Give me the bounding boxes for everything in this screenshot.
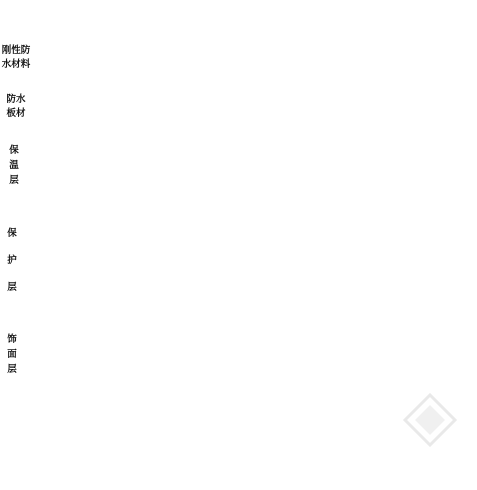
group-label-insulation: 保温层 bbox=[9, 145, 19, 186]
group-label-waterproof-board: 防水板材 bbox=[6, 94, 26, 119]
group-label-finish: 饰面层 bbox=[7, 334, 17, 375]
group-labels bbox=[2, 44, 31, 375]
group-label-protection: 保护层 bbox=[7, 228, 17, 293]
watermark-logo bbox=[405, 395, 455, 445]
group-label-rigid-waterproof: 刚性防水材料 bbox=[1, 45, 31, 70]
